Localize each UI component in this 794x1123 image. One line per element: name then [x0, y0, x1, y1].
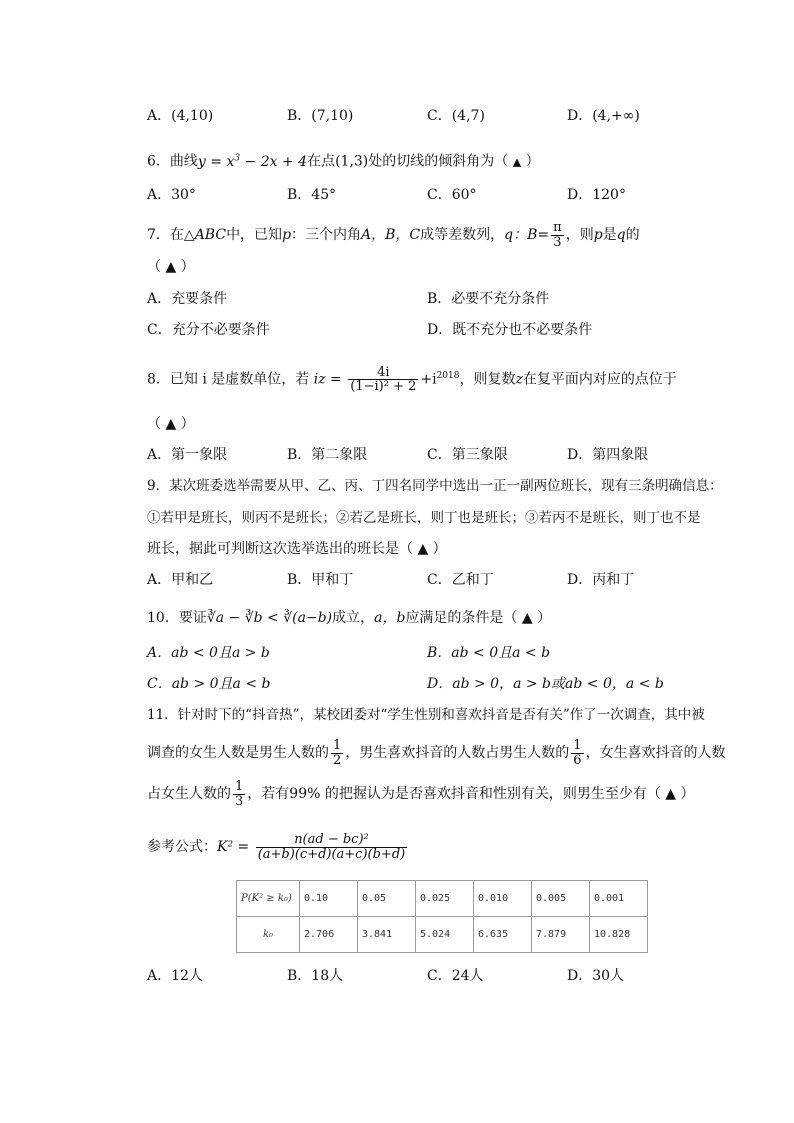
q8-answer-blank: （ ▲ ）: [147, 416, 195, 432]
q11-option-a: A．12人: [147, 968, 203, 984]
q7-option-d: D．既不充分也不必要条件: [427, 322, 593, 338]
q9-line-1: 9．某次班委选举需要从甲、乙、丙、丁四名同学中选出一正一副两位班长，现有三条明确信息：: [147, 478, 723, 494]
pi-over-3: $\frac{\pi}{3}$: [553, 219, 562, 250]
q9-option-a: A．甲和乙: [147, 572, 214, 588]
answer-blank: ▲: [512, 155, 522, 169]
q10-option-a: A．ab < 0且a > b: [147, 645, 270, 661]
q10-option-c: C．ab > 0且a < b: [147, 676, 271, 692]
q8-option-b: B．第二象限: [287, 447, 368, 463]
reference-formula: 参考公式：K² = $\frac{\text{n(ad − bc)²}}{(a+b)(c+d)(a+c)(b+d)}$: [147, 831, 406, 862]
q11-option-b: B．18人: [287, 968, 344, 984]
q5-option-d: D．(4,+∞): [567, 108, 640, 124]
q5-option-a: A．(4,10): [147, 108, 214, 124]
q7-option-b: B．必要不充分条件: [427, 291, 550, 307]
q6-option-a: A．30°: [147, 187, 196, 203]
q11-option-c: C．24人: [427, 968, 484, 984]
q9-line-3: 班长，据此可判断这次选举选出的班长是（ ▲ ）: [147, 541, 447, 557]
q10-stem: 10．要证∛a − ∛b < ∛(a−b)成立，a，b应满足的条件是（ ▲ ）: [147, 610, 552, 626]
q11-option-d: D．30人: [567, 968, 625, 984]
q7-option-a: A．充要条件: [147, 291, 228, 307]
q7-answer-blank: （ ▲ ）: [147, 259, 195, 275]
table-row: P(K² ≥ k₀) 0.10 0.05 0.025 0.010 0.005 0.001: [237, 881, 648, 917]
q11-line-3: 占女生人数的 $\frac{1}{3}$ ，若有99% 的把握认为是否喜欢抖音和性别有关，则男生至少有（ ▲ ）: [147, 778, 695, 809]
q9-option-b: B．甲和丁: [287, 572, 354, 588]
q6-option-d: D．120°: [567, 187, 626, 203]
q11-line-1: 11．针对时下的“抖音热”，某校团委对“学生性别和喜欢抖音是否有关”作了一次调查，其中被: [147, 707, 705, 723]
table-row: k₀ 2.706 3.841 5.024 6.635 7.879 10.828: [237, 917, 648, 953]
q8-option-a: A．第一象限: [147, 447, 228, 463]
q7-option-c: C．充分不必要条件: [147, 322, 270, 338]
q9-option-d: D．丙和丁: [567, 572, 635, 588]
q8-stem: 8．已知 i 是虚数单位，若 iz = $\frac{4i}{\text{(1−i)² + 2}}$ $+i^{2018}$，则复数z在复平面内对应的点位于: [147, 364, 677, 395]
q6-curve-formula: $y = x^3 - 2x + 4$: [197, 153, 308, 170]
q6-stem: 6．曲线$y = x^3 - 2x + 4$在点(1,3)处的切线的倾斜角为（ ▲ ）: [147, 153, 540, 170]
q5-option-c: C．(4,7): [427, 108, 485, 124]
q10-option-b: B．ab < 0且a < b: [427, 645, 551, 661]
q11-line-2: 调查的女生人数是男生人数的 $\frac{1}{2}$ ，男生喜欢抖音的人数占男生人数的 $\frac{1}{6}$ ，女生喜欢抖音的人数: [147, 737, 726, 768]
q10-option-d: D．ab > 0，a > b或ab < 0，a < b: [427, 676, 664, 692]
q9-option-c: C．乙和丁: [427, 572, 494, 588]
q8-option-d: D．第四象限: [567, 447, 649, 463]
q9-line-2: ①若甲是班长，则丙不是班长；②若乙是班长，则丁也是班长；③若丙不是班长，则丁也不是: [147, 510, 701, 526]
q6-option-b: B．45°: [287, 187, 337, 203]
q6-option-c: C．60°: [427, 187, 477, 203]
q10-inequality: ∛a − ∛b < ∛(a−b): [206, 610, 333, 626]
q7-stem: 7．在△ABC中，已知p：三个内角A，B，C成等差数列，q：B= $\frac{\pi}{3}$ ，则p是q的: [147, 219, 640, 250]
q8-option-c: C．第三象限: [427, 447, 508, 463]
q8-fraction: $\frac{4i}{\text{(1−i)² + 2}}$: [350, 364, 417, 395]
critical-value-table: [236, 880, 648, 953]
q5-option-b: B．(7,10): [287, 108, 354, 124]
